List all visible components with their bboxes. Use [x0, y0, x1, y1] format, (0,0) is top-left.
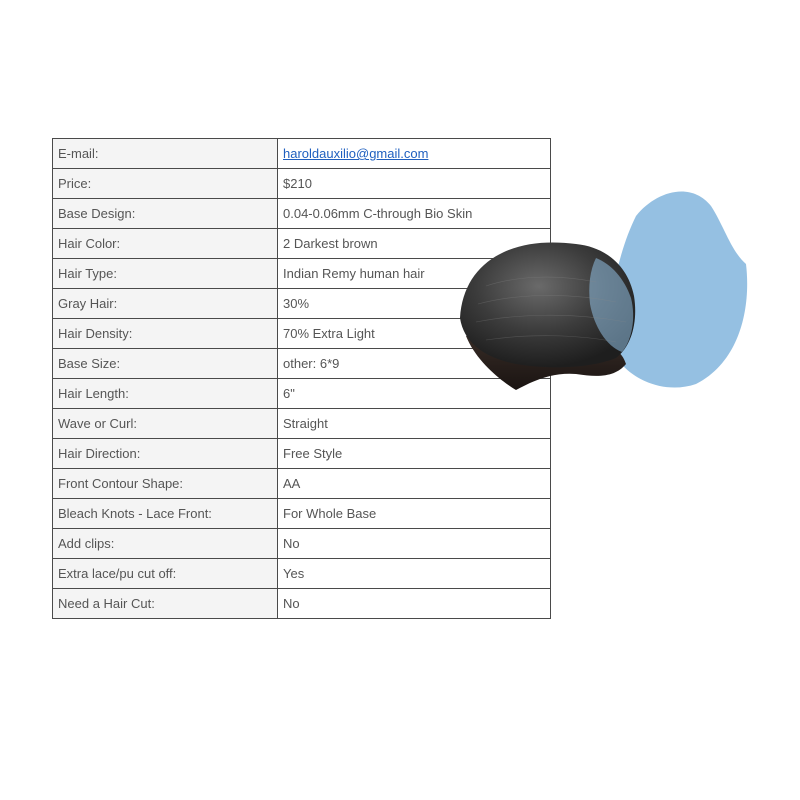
spec-label: Need a Hair Cut: [53, 589, 278, 619]
spec-label: Add clips: [53, 529, 278, 559]
spec-label: Base Size: [53, 349, 278, 379]
spec-value: 30% [278, 289, 551, 319]
spec-value: No [278, 589, 551, 619]
table-row [53, 409, 551, 439]
spec-value: 0.04-0.06mm C-through Bio Skin [278, 199, 551, 229]
spec-value: 6" [278, 379, 551, 409]
spec-value: $210 [278, 169, 551, 199]
spec-label: Base Design: [53, 199, 278, 229]
spec-label: Gray Hair: [53, 289, 278, 319]
spec-label: Hair Length: [53, 379, 278, 409]
spec-label: E-mail: [53, 139, 278, 169]
spec-value: other: 6*9 [278, 349, 551, 379]
email-link[interactable]: haroldauxilio@gmail.com [283, 146, 429, 161]
spec-value [278, 139, 551, 169]
spec-value: For Whole Base [278, 499, 551, 529]
table-row [53, 439, 551, 469]
spec-label: Hair Color: [53, 229, 278, 259]
spec-label: Hair Type: [53, 259, 278, 289]
spec-label: Bleach Knots - Lace Front: [53, 499, 278, 529]
spec-value: Indian Remy human hair [278, 259, 551, 289]
spec-value: 70% Extra Light [278, 319, 551, 349]
table-row [53, 589, 551, 619]
spec-label: Front Contour Shape: [53, 469, 278, 499]
spec-label: Extra lace/pu cut off: [53, 559, 278, 589]
spec-value: 2 Darkest brown [278, 229, 551, 259]
spec-label: Hair Direction: [53, 439, 278, 469]
table-row [53, 529, 551, 559]
spec-label: Wave or Curl: [53, 409, 278, 439]
table-row [53, 499, 551, 529]
table-row [53, 139, 551, 169]
spec-label: Price: [53, 169, 278, 199]
spec-value: AA [278, 469, 551, 499]
spec-value: Yes [278, 559, 551, 589]
spec-value: Free Style [278, 439, 551, 469]
spec-value: No [278, 529, 551, 559]
spec-value: Straight [278, 409, 551, 439]
spec-label: Hair Density: [53, 319, 278, 349]
hair-system-image [456, 186, 752, 398]
table-row [53, 559, 551, 589]
table-row [53, 469, 551, 499]
